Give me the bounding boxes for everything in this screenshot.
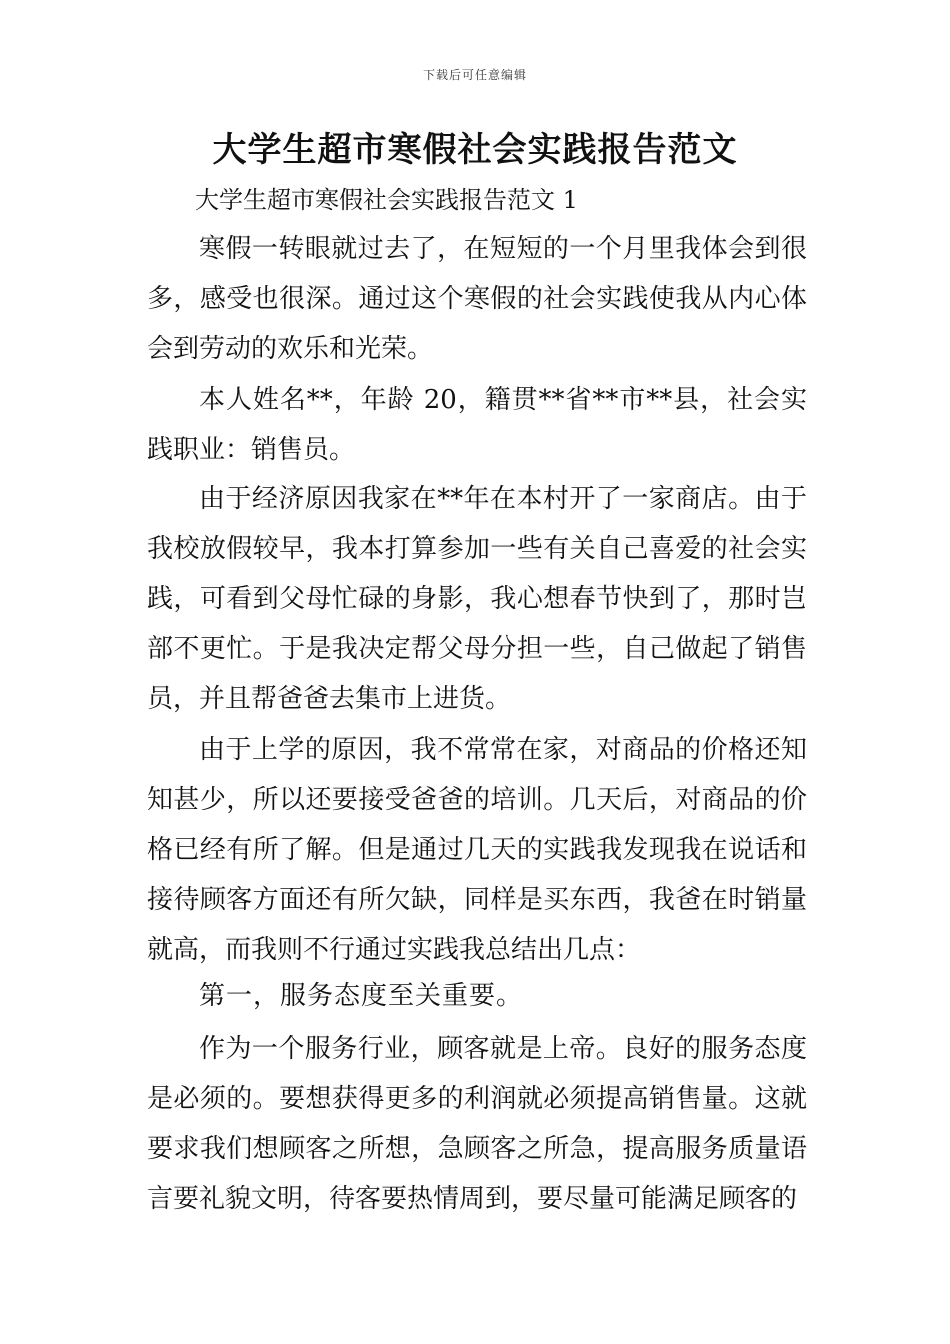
header-watermark: 下载后可任意编辑 [422,68,527,82]
paragraph-4: 由于上学的原因，我不常常在家，对商品的价格还知知甚少，所以还要接受爸爸的培训。几天后，对商品的价格已经有所了解。但是通过几天的实践我发现我在说话和接待顾客方面还有所欠缺，同样是买东西，我爸在时销量就高，而我则不行通过实践我总结出几点： [147,735,807,965]
document-title: 大学生超市寒假社会实践报告范文 [212,130,738,170]
paragraph-6: 作为一个服务行业，顾客就是上帝。良好的服务态度是必须的。要想获得更多的利润就必须提高销售量。这就要求我们想顾客之所想，急顾客之所急，提高服务质量语言要礼貌文明，待客要热情周到，要尽量可能满足顾客的 [147,1034,807,1214]
paragraph-3: 由于经济原因我家在**年在本村开了一家商店。由于我校放假较早，我本打算参加一些有关自己喜爱的社会实践，可看到父母忙碌的身影，我心想春节快到了，那时岂部不更忙。于是我决定帮父母分担一些，自己做起了销售员，并且帮爸爸去集市上进货。 [147,484,807,714]
paragraph-1: 寒假一转眼就过去了，在短短的一个月里我体会到很多，感受也很深。通过这个寒假的社会实践使我从内心体会到劳动的欢乐和光荣。 [147,234,807,364]
paragraph-5-heading: 第一，服务态度至关重要。 [199,981,524,1011]
document-subtitle: 大学生超市寒假社会实践报告范文 1 [195,186,578,214]
paragraph-2: 本人姓名**，年龄 20，籍贯**省**市**县，社会实践职业：销售员。 [147,385,807,465]
